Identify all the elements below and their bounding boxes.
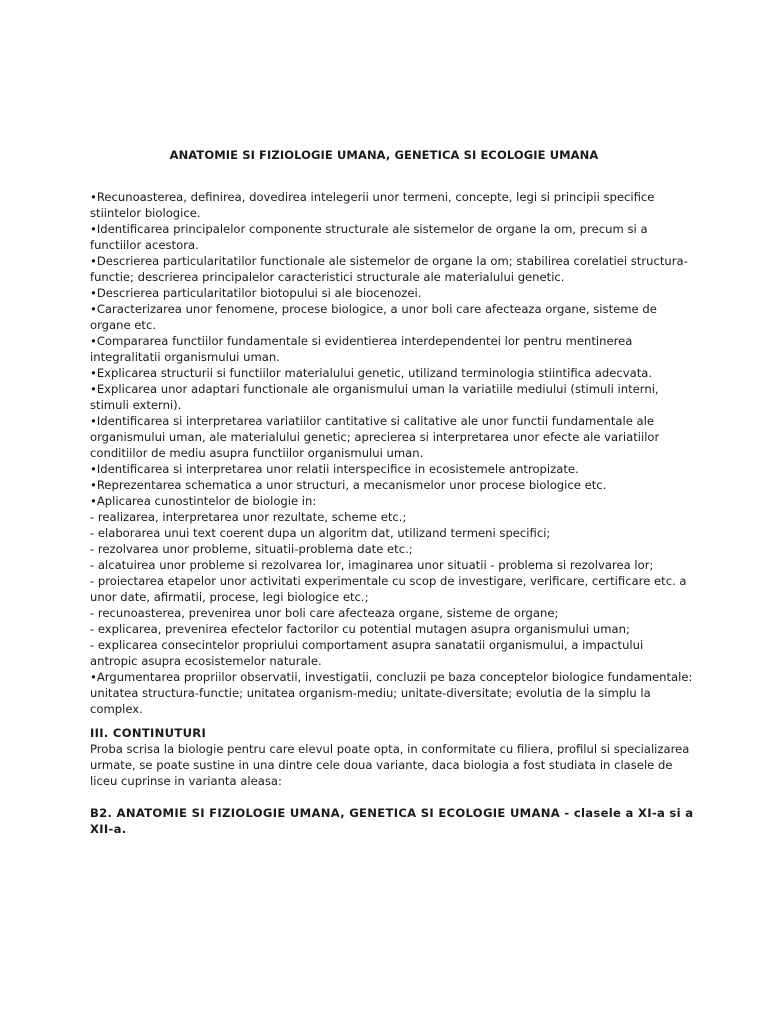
text-line: - proiectarea etapelor unor activitati experimentale cu scop de investigare, verificare, certificare etc. a (90, 574, 687, 588)
text-line: •Compararea functiilor fundamentale si evidentierea interdependentei lor pentru mentinerea (90, 334, 633, 348)
text-line: - explicarea, prevenirea efectelor factorilor cu potential mutagen asupra organismului uman; (90, 622, 630, 636)
text-line: •Identificarea si interpretarea unor relatii interspecifice in ecosistemele antropizate. (90, 462, 579, 476)
text-line: Proba scrisa la biologie pentru care elevul poate opta, in conformitate cu filiera, profilul si specializarea (90, 742, 690, 756)
section-paragraph (90, 741, 688, 789)
text-line: - explicarea consecintelor propriului comportament asupra sanatatii organismului, a impactului (90, 638, 644, 652)
document-title: ANATOMIE SI FIZIOLOGIE UMANA, GENETICA SI ECOLOGIE UMANA (169, 148, 599, 162)
text-line: - realizarea, interpretarea unor rezultate, scheme etc.; (90, 510, 407, 524)
subsection-heading (90, 805, 694, 837)
text-line: stimuli externi). (90, 398, 182, 412)
text-line: •Descrierea particularitatilor functionale ale sistemelor de organe la om; stabilirea corelatiei structura- (90, 254, 688, 268)
text-line: B2. ANATOMIE SI FIZIOLOGIE UMANA, GENETICA SI ECOLOGIE UMANA - clasele a XI-a si a (90, 806, 694, 820)
text-line: organismului uman, ale materialului genetic; aprecierea si interpretarea unor efecte ale variatiilor (90, 430, 660, 444)
text-line: integralitatii organismului uman. (90, 350, 280, 364)
text-line: liceu cuprinse in varianta aleasa: (90, 774, 282, 788)
section-heading: III. CONTINUTURI (90, 726, 207, 740)
text-line: XII-a. (90, 822, 127, 836)
text-line: - alcatuirea unor probleme si rezolvarea lor, imaginarea unor situatii - problema si rezolvarea lor; (90, 558, 654, 572)
text-line: urmate, se poate sustine in una dintre cele doua variante, daca biologia a fost studiata in clasele de (90, 758, 673, 772)
text-line: •Recunoasterea, definirea, dovedirea intelegerii unor termeni, concepte, legi si principii specifice (90, 190, 655, 204)
text-line: unitatea structura-functie; unitatea organism-mediu; unitate-diversitate; evolutia de la simplu la (90, 686, 651, 700)
competencies-list (90, 189, 693, 717)
text-line: functiilor acestora. (90, 238, 199, 252)
text-line: •Descrierea particularitatilor biotopului si ale biocenozei. (90, 286, 422, 300)
text-line: •Caracterizarea unor fenomene, procese biologice, a unor boli care afecteaza organe, sisteme de (90, 302, 657, 316)
text-line: •Identificarea si interpretarea variatiilor cantitative si calitative ale unor functii fundamentale ale (90, 414, 654, 428)
text-line: - recunoasterea, prevenirea unor boli care afecteaza organe, sisteme de organe; (90, 606, 559, 620)
text-line: - rezolvarea unor probleme, situatii-problema date etc.; (90, 542, 413, 556)
text-line: organe etc. (90, 318, 157, 332)
text-line: complex. (90, 702, 143, 716)
text-line: antropic asupra ecosistemelor naturale. (90, 654, 322, 668)
text-line: conditiilor de mediu asupra functiilor organismului uman. (90, 446, 424, 460)
text-line: •Explicarea structurii si functiilor materialului genetic, utilizand terminologia stiintifica adecvata. (90, 366, 653, 380)
text-line: functie; descrierea principalelor caracteristici structurale ale materialului genetic. (90, 270, 565, 284)
text-line: - elaborarea unui text coerent dupa un algoritm dat, utilizand termeni specifici; (90, 526, 551, 540)
text-line: •Aplicarea cunostintelor de biologie in: (90, 494, 317, 508)
text-line: •Identificarea principalelor componente structurale ale sistemelor de organe la om, precum si a (90, 222, 648, 236)
text-line: •Reprezentarea schematica a unor structuri, a mecanismelor unor procese biologice etc. (90, 478, 607, 492)
text-line: unor date, afirmatii, procese, legi biologice etc.; (90, 590, 369, 604)
text-line: stiintelor biologice. (90, 206, 201, 220)
text-line: •Explicarea unor adaptari functionale ale organismului uman la variatiile mediului (stimuli interni, (90, 382, 659, 396)
text-line: •Argumentarea propriilor observatii, investigatii, concluzii pe baza conceptelor biologice fundamentale: (90, 670, 693, 684)
